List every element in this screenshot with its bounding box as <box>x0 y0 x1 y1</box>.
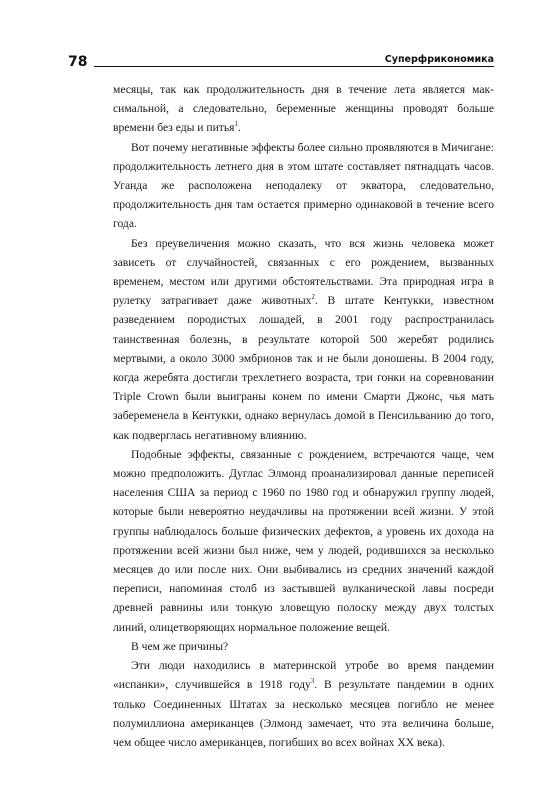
footnote-ref-2: 2 <box>311 293 315 302</box>
footnote-ref-1: 1 <box>234 120 238 129</box>
page-header <box>68 52 494 74</box>
paragraph-5-text: В чем же причины? <box>131 639 229 653</box>
paragraph-1-text: месяцы, так как продолжительность дня в течение лета является максимальной, а следовательно, беременные женщины проводят больше времени без еды и питья <box>113 83 494 135</box>
paragraph-2 <box>113 138 494 234</box>
body-text <box>113 80 494 752</box>
paragraph-3-text-after: . В штате Кентукки, известном разведением породистых лошадей, в 2001 году распространилась таинственная болезнь, в результате которой 500 жеребят родились мертвыми, а около 3000 эмбрионов так и не были доношены. В 2004 году, когда жеребята достигли трехлетнего возраста, три гонки на соревновании Triple Crown были выиграны конем по имени Смарти Джонс, чья мать забеременела в Кентукки, однако вернулась домой в Пенсильванию до того, как подверглась негативному влиянию. <box>113 294 494 442</box>
paragraph-4-text: Подобные эффекты, связанные с рождением, встречаются чаще, чем можно предположить. Дуглас Элмонд проанализировал данные переписей населения США за период с 1960 по 1980 год и обнаружил группу людей, которые были невероятно неудачливы на протяжении всей жизни. У этой группы наблюдалось больше физических дефектов, а уровень их дохода на протяжении всей жизни был ниже, чем у людей, родившихся за несколько месяцев до или после них. Они выбивались из средних значений каждой переписи, напоминая столб из застывшей вулканической лавы посреди древней равнины или тонкую зловещую полоску между двух толстых линий, олицетворяющих нормальное положение вещей. <box>113 447 494 634</box>
paragraph-6 <box>113 656 494 752</box>
paragraph-3-text: Без преувеличения можно сказать, что вся жизнь человека может зависеть от случайностей, связанных с его рождением, вызванных временем, местом или другими обстоятельствами. Эта природная игра в рулетку затрагивает даже животных <box>113 236 494 308</box>
paragraph-2-text: Вот почему негативные эффекты более сильно проявляются в Мичигане: продолжительность летнего дня в этом штате составляет пятнадцать часов. Уганда же расположена неподалеку от экватора, следовательно, продолжительность дня там остается примерно одинаковой в течение всего года. <box>113 140 494 231</box>
paragraph-1: месяцы, так как продолжительность дня в течение лета является максимальной, а следовательно, беременные женщины проводят больше времени без еды и питья$^1$. <box>113 83 494 135</box>
paragraph-6-text-after: . В результате пандемии в одних только Соединенных Штатах за несколько месяцев погибло не менее полумиллиона американцев (Элмонд замечает, что эта величина больше, чем общее число американцев, погибших во всех войнах XX века). <box>113 678 495 749</box>
footnote-ref-3: 3 <box>310 677 315 686</box>
page-number: 78 <box>68 54 88 70</box>
header-rule <box>94 66 494 67</box>
paragraph-3 <box>113 234 494 445</box>
paragraph-6-text: Эти люди находились в материнской утробе во время пандемии «испанки», случившейся в 1918 году <box>113 659 494 692</box>
paragraph-5 <box>113 637 494 656</box>
running-title: Суперфрикономика <box>384 54 494 65</box>
paragraph-4 <box>113 445 494 637</box>
